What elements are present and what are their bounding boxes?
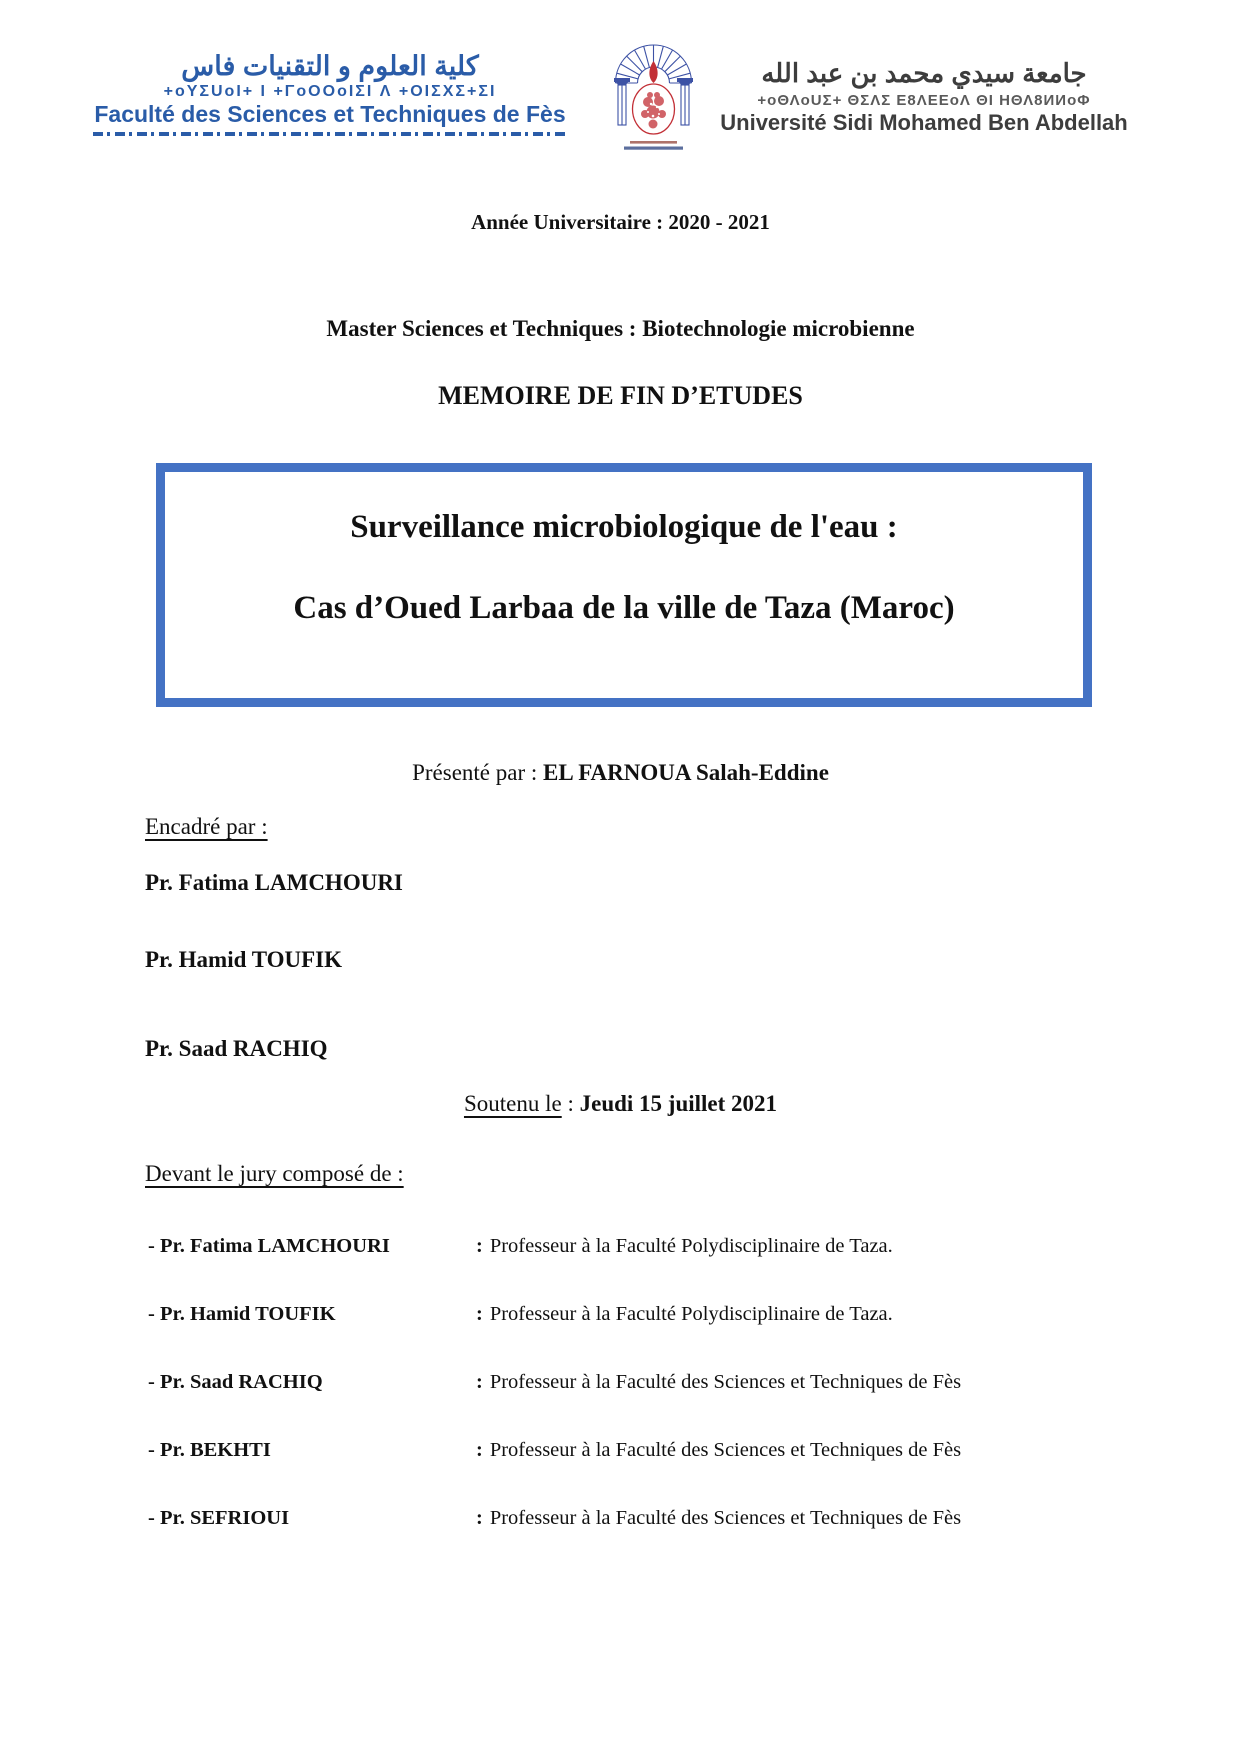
- jury-role-text: Professeur à la Faculté des Sciences et Techniques de Fès: [489, 1371, 962, 1393]
- jury-role-colon: :: [476, 1507, 483, 1529]
- supervisor-name: Pr. Hamid TOUFIK: [145, 947, 343, 972]
- jury-member-name: - Pr. Hamid TOUFIK: [148, 1303, 336, 1325]
- thesis-title-line2: Cas d’Oued Larbaa de la ville de Taza (Maroc): [293, 590, 955, 626]
- faculty-name-arabic: كلية العلوم و التقنيات فاس: [181, 51, 479, 81]
- defense-date-value: Jeudi 15 juillet 2021: [579, 1091, 778, 1116]
- jury-member-name: - Pr. BEKHTI: [148, 1439, 271, 1461]
- defense-date-line: [0, 1091, 1241, 1117]
- jury-role-text: Professeur à la Faculté Polydisciplinaire de Taza.: [489, 1303, 893, 1325]
- thesis-title-line1: Surveillance microbiologique de l'eau :: [350, 509, 898, 545]
- jury-role-colon: :: [476, 1235, 483, 1257]
- jury-member-role: [476, 1369, 961, 1395]
- jury-member-role: [476, 1505, 961, 1531]
- jury-role-colon: :: [476, 1439, 483, 1461]
- university-logo-block: [708, 58, 1140, 136]
- jury-role-colon: :: [476, 1303, 483, 1325]
- jury-row: [148, 1505, 1108, 1531]
- jury-member-name: - Pr. SEFRIOUI: [148, 1507, 290, 1529]
- jury-role-text: Professeur à la Faculté des Sciences et Techniques de Fès: [489, 1439, 962, 1461]
- jury-member-role: [476, 1437, 961, 1463]
- university-name-french: Université Sidi Mohamed Ben Abdellah: [720, 110, 1128, 136]
- jury-row: [148, 1437, 1108, 1463]
- jury-list: [148, 1233, 1108, 1573]
- faculty-name-french: Faculté des Sciences et Techniques de Fès: [94, 101, 566, 128]
- supervisor-name: Pr. Fatima LAMCHOURI: [145, 870, 403, 895]
- jury-row: [148, 1301, 1108, 1327]
- jury-member-name: - Pr. Fatima LAMCHOURI: [148, 1235, 390, 1257]
- university-emblem-icon: [606, 28, 706, 163]
- jury-member-role: [476, 1301, 893, 1327]
- university-name-tifinagh: +oΘΛoUΣ+ ΘΣΛΣ Ε8ΛΕΕoΛ ΘΙ ΗΘΛ8ИИoΦ: [757, 92, 1091, 110]
- thesis-title-box: [156, 463, 1092, 707]
- program-line: Master Sciences et Techniques : Biotechnologie microbienne: [326, 316, 915, 341]
- jury-row: [148, 1233, 1108, 1259]
- jury-member-name: - Pr. Saad RACHIQ: [148, 1371, 323, 1393]
- jury-section-label: Devant le jury composé de :: [145, 1161, 404, 1186]
- jury-member-role: [476, 1233, 893, 1259]
- defense-date-separator: :: [561, 1091, 580, 1116]
- presented-by-line: [0, 760, 1241, 786]
- jury-role-text: Professeur à la Faculté des Sciences et Techniques de Fès: [489, 1507, 962, 1529]
- jury-role-colon: :: [476, 1371, 483, 1393]
- supervised-by-label: Encadré par :: [145, 814, 268, 839]
- academic-year-line: Année Universitaire : 2020 - 2021: [471, 210, 770, 234]
- student-name: EL FARNOUA Salah-Eddine: [543, 760, 829, 785]
- jury-row: [148, 1369, 1108, 1395]
- jury-role-text: Professeur à la Faculté Polydisciplinaire de Taza.: [489, 1235, 893, 1257]
- defense-date-label: Soutenu le: [463, 1091, 562, 1116]
- memoir-heading: MEMOIRE DE FIN D’ETUDES: [438, 381, 803, 410]
- university-name-arabic: جامعة سيدي محمد بن عبد الله: [761, 58, 1087, 88]
- faculty-name-tifinagh: +oYΣUoI+ I +ΓoOOoIΣI Λ +OIΣXΣ+ΣI: [163, 83, 497, 101]
- supervisor-name: Pr. Saad RACHIQ: [145, 1036, 328, 1061]
- presented-by-label: Présenté par :: [412, 760, 544, 785]
- dashed-underline: [93, 132, 567, 136]
- faculty-logo-block: [93, 50, 567, 136]
